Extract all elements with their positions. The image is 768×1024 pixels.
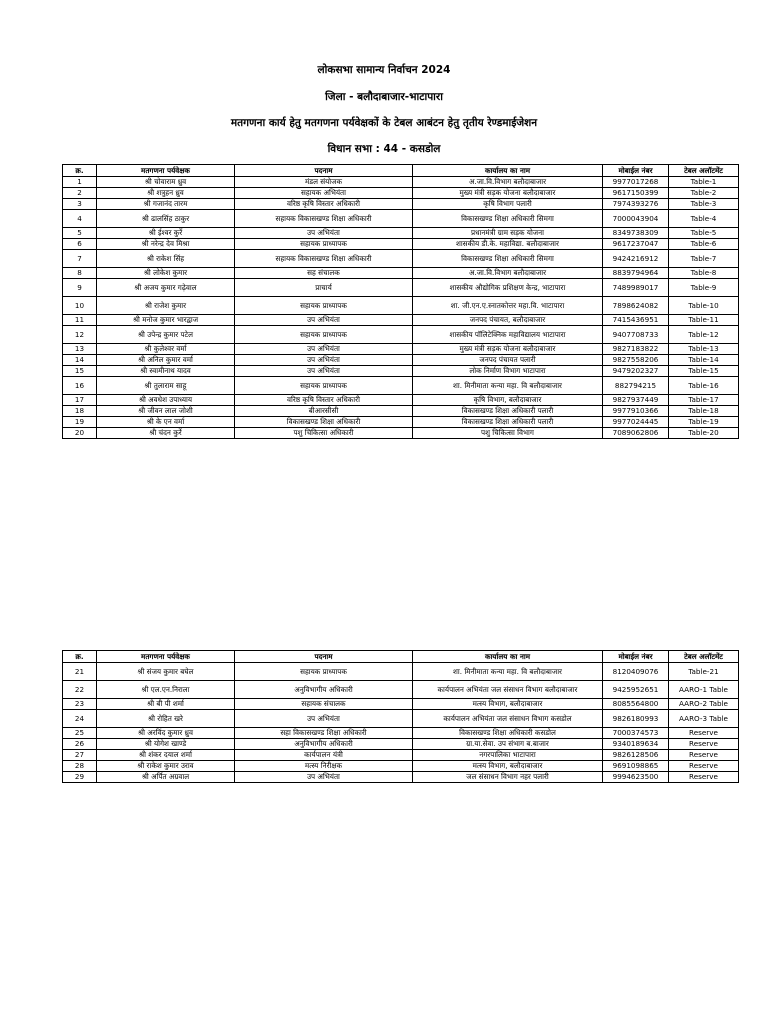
mobile-cell: 9827937449 <box>603 395 669 406</box>
serial-cell: 6 <box>63 239 97 250</box>
table-allotment-cell: Table-10 <box>669 297 739 315</box>
serial-cell: 26 <box>63 739 97 750</box>
supervisor-name-cell: श्री गजानंद तारम <box>97 199 235 210</box>
office-cell: विकासखण्ड शिक्षा अधिकारी पलारी <box>413 417 603 428</box>
supervisor-name-cell: श्री अनिल कुमार वर्मा <box>97 355 235 366</box>
table-row <box>63 344 739 355</box>
designation-cell: पशु चिकित्सा अधिकारी <box>235 428 413 439</box>
table-row <box>63 728 739 739</box>
serial-cell: 15 <box>63 366 97 377</box>
table-allotment-cell: Table-5 <box>669 228 739 239</box>
designation-cell: सहायक संचालक <box>235 699 413 710</box>
supervisor-name-cell: श्री चंदन कुर्रे <box>97 428 235 439</box>
mobile-cell: 9617237047 <box>603 239 669 250</box>
supervisor-name-cell: श्री ढालसिंह ठाकुर <box>97 210 235 228</box>
designation-cell: विकासखण्ड शिक्षा अधिकारी <box>235 417 413 428</box>
table-row <box>63 315 739 326</box>
table-allotment-cell: Table-9 <box>669 279 739 297</box>
office-cell: लोक निर्माण विभाग भाटापारा <box>413 366 603 377</box>
table-row <box>63 326 739 344</box>
table-row <box>63 228 739 239</box>
table-allotment-cell: Table-17 <box>669 395 739 406</box>
table-allotment-cell: Reserve <box>669 728 739 739</box>
mobile-cell: 7415436951 <box>603 315 669 326</box>
table-header-row <box>63 651 739 663</box>
mobile-cell: 9407708733 <box>603 326 669 344</box>
office-cell: शा. मिनीमाता कन्या महा. वि बलौदाबाजार <box>413 663 603 681</box>
serial-cell: 22 <box>63 681 97 699</box>
designation-cell: सहायक अभियंता <box>235 188 413 199</box>
supervisor-name-cell: श्री बी पी शर्मा <box>97 699 235 710</box>
table-allotment-cell: Reserve <box>669 761 739 772</box>
mobile-cell: 9479202327 <box>603 366 669 377</box>
table-row <box>63 239 739 250</box>
col-header-designation: पदनाम <box>235 165 413 177</box>
mobile-cell: 7974393276 <box>603 199 669 210</box>
col-header-serial: क्र. <box>63 165 97 177</box>
table-allotment-cell: Table-19 <box>669 417 739 428</box>
mobile-cell: 8120409076 <box>603 663 669 681</box>
counting-supervisor-table-2 <box>62 650 739 783</box>
designation-cell: मंडल संयोजक <box>235 177 413 188</box>
district-title: जिला - बलौदाबाजार-भाटापारा <box>325 91 443 103</box>
col-header-mobile: मोबाईल नंबर <box>603 165 669 177</box>
table-row <box>63 177 739 188</box>
office-cell: विकासखण्ड शिक्षा अधिकारी कसडोल <box>413 728 603 739</box>
table-row <box>63 297 739 315</box>
designation-cell: सहायक प्राध्यापक <box>235 239 413 250</box>
supervisor-name-cell: श्री राकेश कुमार उराव <box>97 761 235 772</box>
table-row <box>63 417 739 428</box>
office-cell: मुख्य मंत्री सड़क योजना बलौदाबाजार <box>413 344 603 355</box>
col-header-supervisor: मतगणना पर्यवेक्षक <box>97 165 235 177</box>
table-allotment-cell: Table-2 <box>669 188 739 199</box>
designation-cell: उप अभियंता <box>235 710 413 728</box>
table-row <box>63 699 739 710</box>
designation-cell: बीआरसीसी <box>235 406 413 417</box>
col-header-designation: पदनाम <box>235 651 413 663</box>
office-cell: जनपद पंचायत पलारी <box>413 355 603 366</box>
mobile-cell: 8839794964 <box>603 268 669 279</box>
designation-cell: वरिष्ठ कृषि विस्तार अधिकारी <box>235 395 413 406</box>
supervisor-name-cell: श्री शंकर दयाल शर्मा <box>97 750 235 761</box>
table-allotment-cell: Reserve <box>669 739 739 750</box>
designation-cell: उप अभियंता <box>235 366 413 377</box>
supervisor-name-cell: श्री अजय कुमार गढ़ेवाल <box>97 279 235 297</box>
serial-cell: 14 <box>63 355 97 366</box>
randomization-title: मतगणना कार्य हेतु मतगणना पर्यवेक्षकों के टेबल आबंटन हेतु तृतीय रेण्डमाईजेशन <box>230 117 538 129</box>
table-row <box>63 250 739 268</box>
serial-cell: 2 <box>63 188 97 199</box>
designation-cell: सहा विकासखण्ड शिक्षा अधिकारी <box>235 728 413 739</box>
mobile-cell: 7898624082 <box>603 297 669 315</box>
designation-cell: सहायक विकासखण्ड शिक्षा अधिकारी <box>235 210 413 228</box>
serial-cell: 8 <box>63 268 97 279</box>
supervisor-name-cell: श्री तुलाराम साहू <box>97 377 235 395</box>
office-cell: अ.जा.वि.विभाग बलौदाबाजार <box>413 268 603 279</box>
mobile-cell: 9826128506 <box>603 750 669 761</box>
supervisor-name-cell: श्री अर्पित अग्रवाल <box>97 772 235 783</box>
supervisor-name-cell: श्री राकेश सिंह <box>97 250 235 268</box>
serial-cell: 5 <box>63 228 97 239</box>
mobile-cell: 7089062806 <box>603 428 669 439</box>
office-cell: मत्स्य विभाग, बलौदाबाजार <box>413 761 603 772</box>
mobile-cell: 9425952651 <box>603 681 669 699</box>
office-cell: विकासखण्ड शिक्षा अधिकारी सिमगा <box>413 210 603 228</box>
table-allotment-cell: Table-1 <box>669 177 739 188</box>
table-allotment-cell: Table-6 <box>669 239 739 250</box>
office-cell: नगरपालिका भाटापारा <box>413 750 603 761</box>
serial-cell: 18 <box>63 406 97 417</box>
table-allotment-cell: AARO-3 Table <box>669 710 739 728</box>
table-row <box>63 663 739 681</box>
table-allotment-cell: Table-21 <box>669 663 739 681</box>
serial-cell: 4 <box>63 210 97 228</box>
table-row <box>63 406 739 417</box>
serial-cell: 7 <box>63 250 97 268</box>
office-cell: जल संसाधन विभाग नहर पलारी <box>413 772 603 783</box>
table-allotment-cell: Table-14 <box>669 355 739 366</box>
office-cell: शा. जी.एन.ए.स्नातकोत्तर महा.वि. भाटापारा <box>413 297 603 315</box>
supervisor-name-cell: श्री एल.एन.निराला <box>97 681 235 699</box>
table-allotment-cell: Table-12 <box>669 326 739 344</box>
col-header-serial: क्र. <box>63 651 97 663</box>
table-row <box>63 681 739 699</box>
table-row <box>63 710 739 728</box>
designation-cell: उप अभियंता <box>235 228 413 239</box>
designation-cell: वरिष्ठ कृषि विस्तार अधिकारी <box>235 199 413 210</box>
serial-cell: 28 <box>63 761 97 772</box>
table-row <box>63 428 739 439</box>
supervisor-name-cell: श्री शत्रुहन ध्रुव <box>97 188 235 199</box>
designation-cell: उप अभियंता <box>235 344 413 355</box>
office-cell: अ.जा.वि.विभाग बलौदाबाजार <box>413 177 603 188</box>
table-allotment-cell: Table-20 <box>669 428 739 439</box>
table-allotment-cell: Table-13 <box>669 344 739 355</box>
designation-cell: उप अभियंता <box>235 772 413 783</box>
mobile-cell: 9617150399 <box>603 188 669 199</box>
mobile-cell: 882794215 <box>603 377 669 395</box>
mobile-cell: 9691098865 <box>603 761 669 772</box>
supervisor-name-cell: श्री उपेन्द्र कुमार पटेल <box>97 326 235 344</box>
serial-cell: 17 <box>63 395 97 406</box>
mobile-cell: 9977910366 <box>603 406 669 417</box>
supervisor-name-cell: श्री योगेश खाण्डे <box>97 739 235 750</box>
office-cell: कृषि विभाग पलारी <box>413 199 603 210</box>
mobile-cell: 9977017268 <box>603 177 669 188</box>
designation-cell: अनुविभागीय अधिकारी <box>235 681 413 699</box>
serial-cell: 10 <box>63 297 97 315</box>
table-row <box>63 188 739 199</box>
serial-cell: 24 <box>63 710 97 728</box>
office-cell: प्रधानमंत्री ग्राम सड़क योजना <box>413 228 603 239</box>
office-cell: शासकीय डी.के. महाविद्या. बलौदाबाजार <box>413 239 603 250</box>
serial-cell: 3 <box>63 199 97 210</box>
col-header-table-allotment: टेबल अलॉटमेंट <box>669 165 739 177</box>
office-cell: विकासखण्ड शिक्षा अधिकारी सिमगा <box>413 250 603 268</box>
designation-cell: सहायक प्राध्यापक <box>235 297 413 315</box>
office-cell: मुख्य मंत्री सड़क योजना बलौदाबाजार <box>413 188 603 199</box>
mobile-cell: 9827558206 <box>603 355 669 366</box>
col-header-mobile: मोबाईल नंबर <box>603 651 669 663</box>
designation-cell: सह संचालक <box>235 268 413 279</box>
mobile-cell: 9340189634 <box>603 739 669 750</box>
table-row <box>63 355 739 366</box>
supervisor-name-cell: श्री रोहित खरे <box>97 710 235 728</box>
mobile-cell: 9424216912 <box>603 250 669 268</box>
serial-cell: 27 <box>63 750 97 761</box>
serial-cell: 29 <box>63 772 97 783</box>
table-row <box>63 268 739 279</box>
supervisor-name-cell: श्री अरविंद कुमार ध्रुव <box>97 728 235 739</box>
supervisor-name-cell: श्री मनोज कुमार भारद्वाज <box>97 315 235 326</box>
designation-cell: कार्यपालन यंत्री <box>235 750 413 761</box>
table-allotment-cell: Table-11 <box>669 315 739 326</box>
table-allotment-cell: Table-16 <box>669 377 739 395</box>
table-row <box>63 761 739 772</box>
mobile-cell: 8085564800 <box>603 699 669 710</box>
designation-cell: सहायक प्राध्यापक <box>235 663 413 681</box>
mobile-cell: 8349738309 <box>603 228 669 239</box>
counting-supervisor-table-1 <box>62 164 739 439</box>
supervisor-name-cell: श्री नरेन्द्र देव मिश्रा <box>97 239 235 250</box>
designation-cell: प्राचार्य <box>235 279 413 297</box>
serial-cell: 25 <box>63 728 97 739</box>
mobile-cell: 9827183822 <box>603 344 669 355</box>
office-cell: शा. मिनीमाता कन्या महा. वि बलौदाबाजार <box>413 377 603 395</box>
supervisor-name-cell: श्री राजेश कुमार <box>97 297 235 315</box>
office-cell: कृषि विभाग, बलौदाबाजार <box>413 395 603 406</box>
table-row <box>63 772 739 783</box>
supervisor-name-cell: श्री चोवाराम ध्रुव <box>97 177 235 188</box>
table-allotment-cell: Table-8 <box>669 268 739 279</box>
supervisor-name-cell: श्री के एन वर्मा <box>97 417 235 428</box>
table-allotment-cell: Reserve <box>669 772 739 783</box>
table-row <box>63 377 739 395</box>
serial-cell: 20 <box>63 428 97 439</box>
supervisor-name-cell: श्री जीवन लाल जोशी <box>97 406 235 417</box>
assembly-title: विधान सभा : 44 - कसडोल <box>327 143 441 155</box>
table-row <box>63 750 739 761</box>
col-header-office: कार्यालय का नाम <box>413 651 603 663</box>
table-allotment-cell: Reserve <box>669 750 739 761</box>
mobile-cell: 9977024445 <box>603 417 669 428</box>
serial-cell: 19 <box>63 417 97 428</box>
serial-cell: 13 <box>63 344 97 355</box>
mobile-cell: 9994623500 <box>603 772 669 783</box>
designation-cell: सहायक प्राध्यापक <box>235 326 413 344</box>
table-allotment-cell: Table-18 <box>669 406 739 417</box>
supervisor-name-cell: श्री अवधेश उपाध्याय <box>97 395 235 406</box>
table-allotment-cell: AARO-1 Table <box>669 681 739 699</box>
table-row <box>63 210 739 228</box>
mobile-cell: 7000374573 <box>603 728 669 739</box>
office-cell: कार्यपालन अभियंता जल संसाधन विभाग बलौदाबाजार <box>413 681 603 699</box>
supervisor-name-cell: श्री स्वामीनाथ यादव <box>97 366 235 377</box>
serial-cell: 16 <box>63 377 97 395</box>
office-cell: विकासखण्ड शिक्षा अधिकारी पलारी <box>413 406 603 417</box>
table-allotment-cell: Table-3 <box>669 199 739 210</box>
table-row <box>63 739 739 750</box>
office-cell: शासकीय पॉलिटेक्निक महाविद्यालय भाटापारा <box>413 326 603 344</box>
designation-cell: सहायक विकासखण्ड शिक्षा अधिकारी <box>235 250 413 268</box>
supervisor-name-cell: श्री कुलेश्वर वर्मा <box>97 344 235 355</box>
table-header-row <box>63 165 739 177</box>
table-row <box>63 366 739 377</box>
serial-cell: 9 <box>63 279 97 297</box>
table-row <box>63 279 739 297</box>
mobile-cell: 7000043904 <box>603 210 669 228</box>
serial-cell: 23 <box>63 699 97 710</box>
office-cell: ग्रा.या.सेवा. उप संभाग ब.बाजार <box>413 739 603 750</box>
office-cell: पशु चिकित्सा विभाग <box>413 428 603 439</box>
table-row <box>63 395 739 406</box>
table-row <box>63 199 739 210</box>
office-cell: शासकीय औद्योगिक प्रशिक्षण केन्द्र, भाटापारा <box>413 279 603 297</box>
serial-cell: 12 <box>63 326 97 344</box>
supervisor-name-cell: श्री संजय कुमार बघेल <box>97 663 235 681</box>
office-cell: जनपद पंचायत, बलौदाबाजार <box>413 315 603 326</box>
table-allotment-cell: Table-4 <box>669 210 739 228</box>
serial-cell: 21 <box>63 663 97 681</box>
serial-cell: 1 <box>63 177 97 188</box>
table-allotment-cell: Table-7 <box>669 250 739 268</box>
designation-cell: मत्स्य निरीक्षक <box>235 761 413 772</box>
mobile-cell: 9826180993 <box>603 710 669 728</box>
supervisor-name-cell: श्री लोकेश कुमार <box>97 268 235 279</box>
serial-cell: 11 <box>63 315 97 326</box>
col-header-supervisor: मतगणना पर्यवेक्षक <box>97 651 235 663</box>
designation-cell: उप अभियंता <box>235 315 413 326</box>
election-title: लोकसभा सामान्य निर्वाचन 2024 <box>317 64 451 76</box>
table-allotment-cell: Table-15 <box>669 366 739 377</box>
table-allotment-cell: AARO-2 Table <box>669 699 739 710</box>
col-header-table-allotment: टेबल अलॉटमेंट <box>669 651 739 663</box>
mobile-cell: 7489989017 <box>603 279 669 297</box>
office-cell: मत्स्य विभाग, बलौदाबाजार <box>413 699 603 710</box>
col-header-office: कार्यालय का नाम <box>413 165 603 177</box>
office-cell: कार्यपालन अभियंता जल संसाधन विभाग कसडोल <box>413 710 603 728</box>
designation-cell: उप अभियंता <box>235 355 413 366</box>
designation-cell: अनुविभागीय अधिकारी <box>235 739 413 750</box>
designation-cell: सहायक प्राध्यापक <box>235 377 413 395</box>
supervisor-name-cell: श्री ईश्वर कुर्रे <box>97 228 235 239</box>
